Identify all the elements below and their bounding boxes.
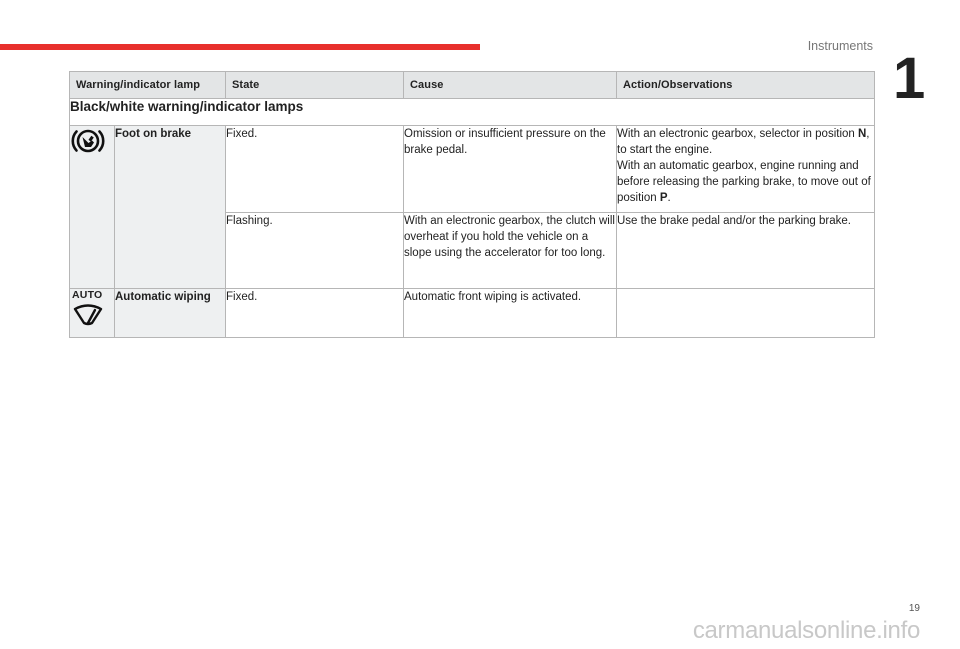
- action-cell: [617, 126, 875, 213]
- cause-cell: With an electronic gearbox, the clutch will overheat if you hold the vehicle on a slope using the accelerator for too long.: [404, 213, 617, 289]
- page-number: 19: [908, 603, 920, 614]
- chapter-number: 1: [893, 46, 926, 111]
- group-title: Black/white warning/indicator lamps: [70, 99, 875, 126]
- lamp-icon-cell: [70, 289, 115, 338]
- watermark: carmanualsonline.info: [692, 617, 920, 644]
- foot-on-brake-icon: [70, 126, 114, 156]
- state-cell: Fixed.: [226, 289, 404, 338]
- action-text: With an automatic gearbox, engine running and before releasing the parking brake, to move out of position: [617, 160, 871, 204]
- cause-cell: Omission or insufficient pressure on the brake pedal.: [404, 126, 617, 213]
- cause-cell: Automatic front wiping is activated.: [404, 289, 617, 338]
- state-cell: Flashing.: [226, 213, 404, 289]
- lamp-name-automatic-wiping: Automatic wiping: [115, 289, 226, 338]
- column-header-cause: Cause: [404, 72, 617, 99]
- lamp-name-foot-on-brake: Foot on brake: [115, 126, 226, 289]
- action-text: , to start the engine.: [617, 128, 870, 156]
- gear-position-p: P: [659, 192, 668, 204]
- section-title: Instruments: [807, 39, 873, 53]
- gear-position-n: N: [857, 128, 867, 140]
- state-cell: Fixed.: [226, 126, 404, 213]
- auto-wiping-icon: [70, 289, 114, 327]
- lamp-icon-cell: [70, 126, 115, 289]
- action-cell: [617, 289, 875, 338]
- column-header-action: Action/Observations: [617, 72, 875, 99]
- header-accent-bar: [0, 44, 480, 50]
- warning-lamps-table: [69, 71, 875, 338]
- table-row: [70, 126, 875, 213]
- column-header-lamp: Warning/indicator lamp: [70, 72, 226, 99]
- table-row: [70, 289, 875, 338]
- column-header-state: State: [226, 72, 404, 99]
- action-text: With an electronic gearbox, selector in position: [617, 128, 858, 140]
- action-cell: Use the brake pedal and/or the parking brake.: [617, 213, 875, 289]
- action-text: .: [667, 192, 671, 204]
- table-header-row: [70, 72, 875, 99]
- group-row: [70, 99, 875, 126]
- auto-label: AUTO: [72, 289, 103, 301]
